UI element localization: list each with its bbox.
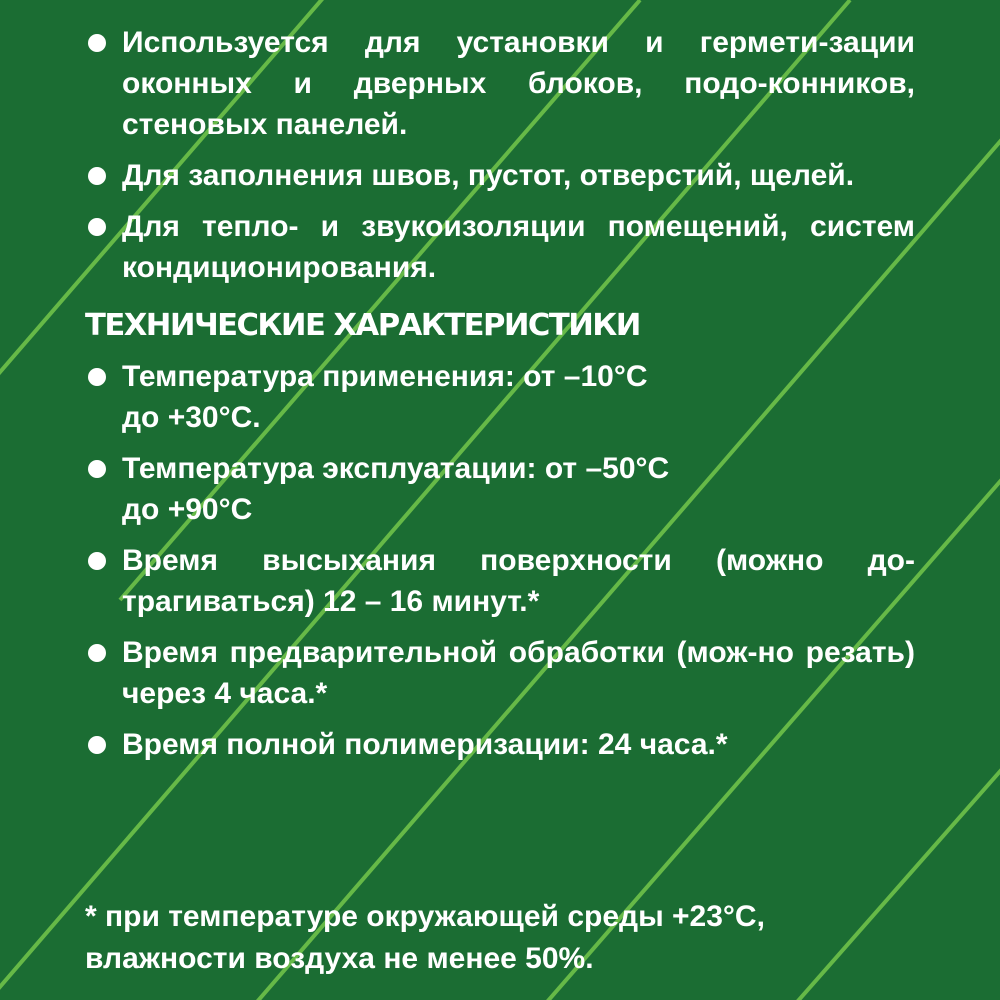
bullet-icon — [88, 34, 106, 52]
bullet-icon — [88, 644, 106, 662]
usage-item: Для заполнения швов, пустот, отверстий, щелей. — [85, 155, 915, 196]
spec-item: Время полной полимеризации: 24 часа.* — [85, 724, 915, 765]
bullet-icon — [88, 167, 106, 185]
bullet-icon — [88, 218, 106, 236]
spec-item: Время высыхания поверхности (можно до-трагиваться) 12 – 16 минут.* — [85, 540, 915, 622]
usage-item: Используется для установки и гермети-зации оконных и дверных блоков, подо-конников, стеновых панелей. — [85, 22, 915, 145]
usage-item: Для тепло- и звукоизоляции помещений, систем кондиционирования. — [85, 206, 915, 288]
label-text — [85, 22, 915, 775]
spec-item: Время предварительной обработки (мож-но резать) через 4 часа.* — [85, 632, 915, 714]
bullet-icon — [88, 460, 106, 478]
spec-item: Температура эксплуатации: от –50°C до +90°C — [85, 448, 682, 530]
bullet-icon — [88, 736, 106, 754]
spec-item: Температура применения: от –10°C до +30°C. — [85, 356, 682, 438]
specs-heading: ТЕХНИЧЕСКИЕ ХАРАКТЕРИСТИКИ — [85, 308, 640, 343]
footnote: * при температуре окружающей среды +23°C, влажности воздуха не менее 50%. — [85, 900, 765, 975]
bullet-icon — [88, 368, 106, 386]
bullet-icon — [88, 552, 106, 570]
